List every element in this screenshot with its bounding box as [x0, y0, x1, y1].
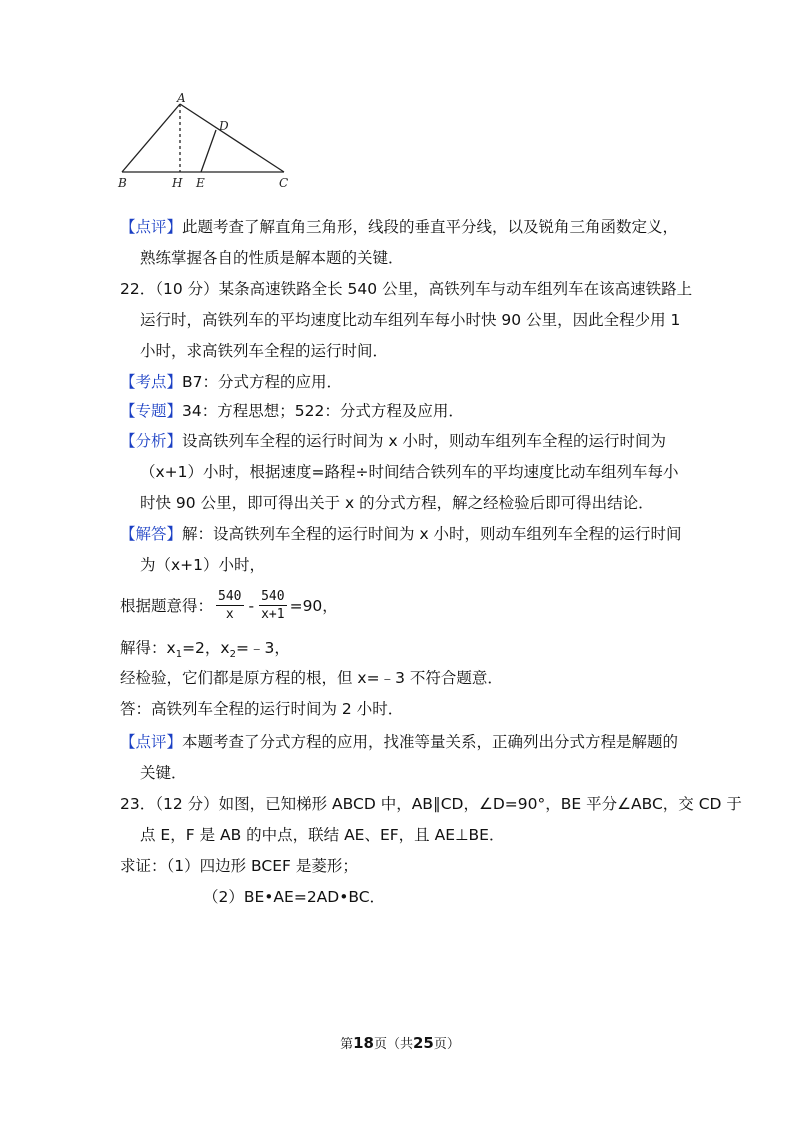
segment-de	[201, 130, 216, 172]
label-a: A	[177, 92, 186, 105]
q23-line1: 23．（12 分）如图，已知梯形 ABCD 中，AB∥CD，∠D=90°，BE 平分∠ABC，交 CD 于	[120, 795, 742, 813]
label-h: H	[172, 176, 183, 190]
fraction-1-numerator: 540	[218, 589, 242, 604]
q22-line1: 22．（10 分）某条高速铁路全长 540 公里，高铁列车与动车组列车在该高速铁路上	[120, 280, 693, 298]
q23-line4: （2）BE•AE=2AD•BC．	[203, 888, 386, 906]
page-footer	[0, 1033, 800, 1052]
fraction-2-numerator: 540	[261, 589, 285, 604]
fraction-1	[216, 588, 243, 623]
q22-line3: 小时，求高铁列车全程的运行时间．	[140, 342, 389, 360]
label-e: E	[196, 176, 205, 190]
label-c: C	[279, 176, 289, 190]
page-number: 18	[353, 1034, 374, 1052]
footer-pre: 第	[340, 1037, 354, 1052]
review1-line2: 熟练掌握各自的性质是解本题的关键．	[140, 249, 404, 267]
subscript-2: 2	[229, 649, 236, 661]
review2-line2: 关键．	[140, 764, 187, 782]
q23-line3: 求证：（1）四边形 BCEF 是菱形；	[120, 857, 358, 875]
segment-ab	[122, 104, 180, 172]
kaodian-tag: 【考点】	[120, 373, 183, 391]
review-tag: 【点评】	[120, 218, 183, 236]
fraction-1-denominator: x	[225, 607, 234, 622]
jieda-text1: 解：设高铁列车全程的运行时间为 x 小时，则动车组列车全程的运行时间	[182, 525, 682, 543]
triangle-figure	[112, 92, 302, 192]
page-total: 25	[413, 1034, 434, 1052]
jieda-line1	[120, 523, 690, 545]
fenxi-tag: 【分析】	[120, 432, 183, 450]
q23-line2: 点 E，F 是 AB 的中点，联结 AE、EF，且 AE⊥BE．	[140, 826, 505, 844]
subscript-1: 1	[175, 649, 183, 661]
fenxi-line1	[120, 430, 690, 452]
footer-post: 页）	[433, 1037, 460, 1052]
equation-prefix: 根据题意得：	[120, 596, 214, 615]
fraction-2-denominator: x+1	[261, 607, 285, 622]
jieda-line2: 为（x+1）小时，	[140, 556, 266, 574]
kaodian-line	[120, 371, 690, 393]
solution-end: =﹣3，	[235, 639, 290, 657]
label-d: D	[219, 119, 229, 133]
minus-sign: -	[248, 596, 255, 615]
solution-mid: =2，x	[182, 639, 230, 657]
fenxi-text1: 设高铁列车全程的运行时间为 x 小时，则动车组列车全程的运行时间为	[182, 432, 667, 450]
review1-text: 此题考查了解直角三角形，线段的垂直平分线，以及锐角三角函数定义，	[182, 218, 679, 236]
answer-line: 答：高铁列车全程的运行时间为 2 小时．	[120, 700, 404, 718]
equation-line	[120, 588, 690, 623]
check-line: 经检验，它们都是原方程的根，但 x=﹣3 不符合题意．	[120, 669, 503, 687]
q22-line2: 运行时，高铁列车的平均速度比动车组列车每小时快 90 公里，因此全程少用 1	[140, 311, 681, 329]
footer-mid: 页（共	[373, 1037, 413, 1052]
solution-line	[120, 637, 690, 666]
fenxi-line3: 时快 90 公里，即可得出关于 x 的分式方程，解之经检验后即可得出结论．	[140, 494, 654, 512]
segment-ac	[180, 104, 284, 172]
fraction-2	[259, 588, 286, 623]
jieda-tag: 【解答】	[120, 525, 183, 543]
fenxi-line2: （x+1）小时，根据速度=路程÷时间结合铁列车的平均速度比动车组列车每小	[140, 463, 679, 481]
zhuanti-text: 34：方程思想；522：分式方程及应用．	[182, 402, 464, 420]
review2-tag: 【点评】	[120, 733, 183, 751]
kaodian-text: B7：分式方程的应用．	[182, 373, 343, 391]
review2-text: 本题考查了分式方程的应用，找准等量关系，正确列出分式方程是解题的	[182, 733, 679, 751]
solution-prefix: 解得：x	[120, 639, 176, 657]
zhuanti-line	[120, 400, 690, 422]
label-b: B	[118, 176, 127, 190]
review1-line1	[120, 216, 690, 238]
zhuanti-tag: 【专题】	[120, 402, 183, 420]
equation-suffix: =90，	[289, 596, 338, 615]
review2-line1	[120, 731, 690, 753]
